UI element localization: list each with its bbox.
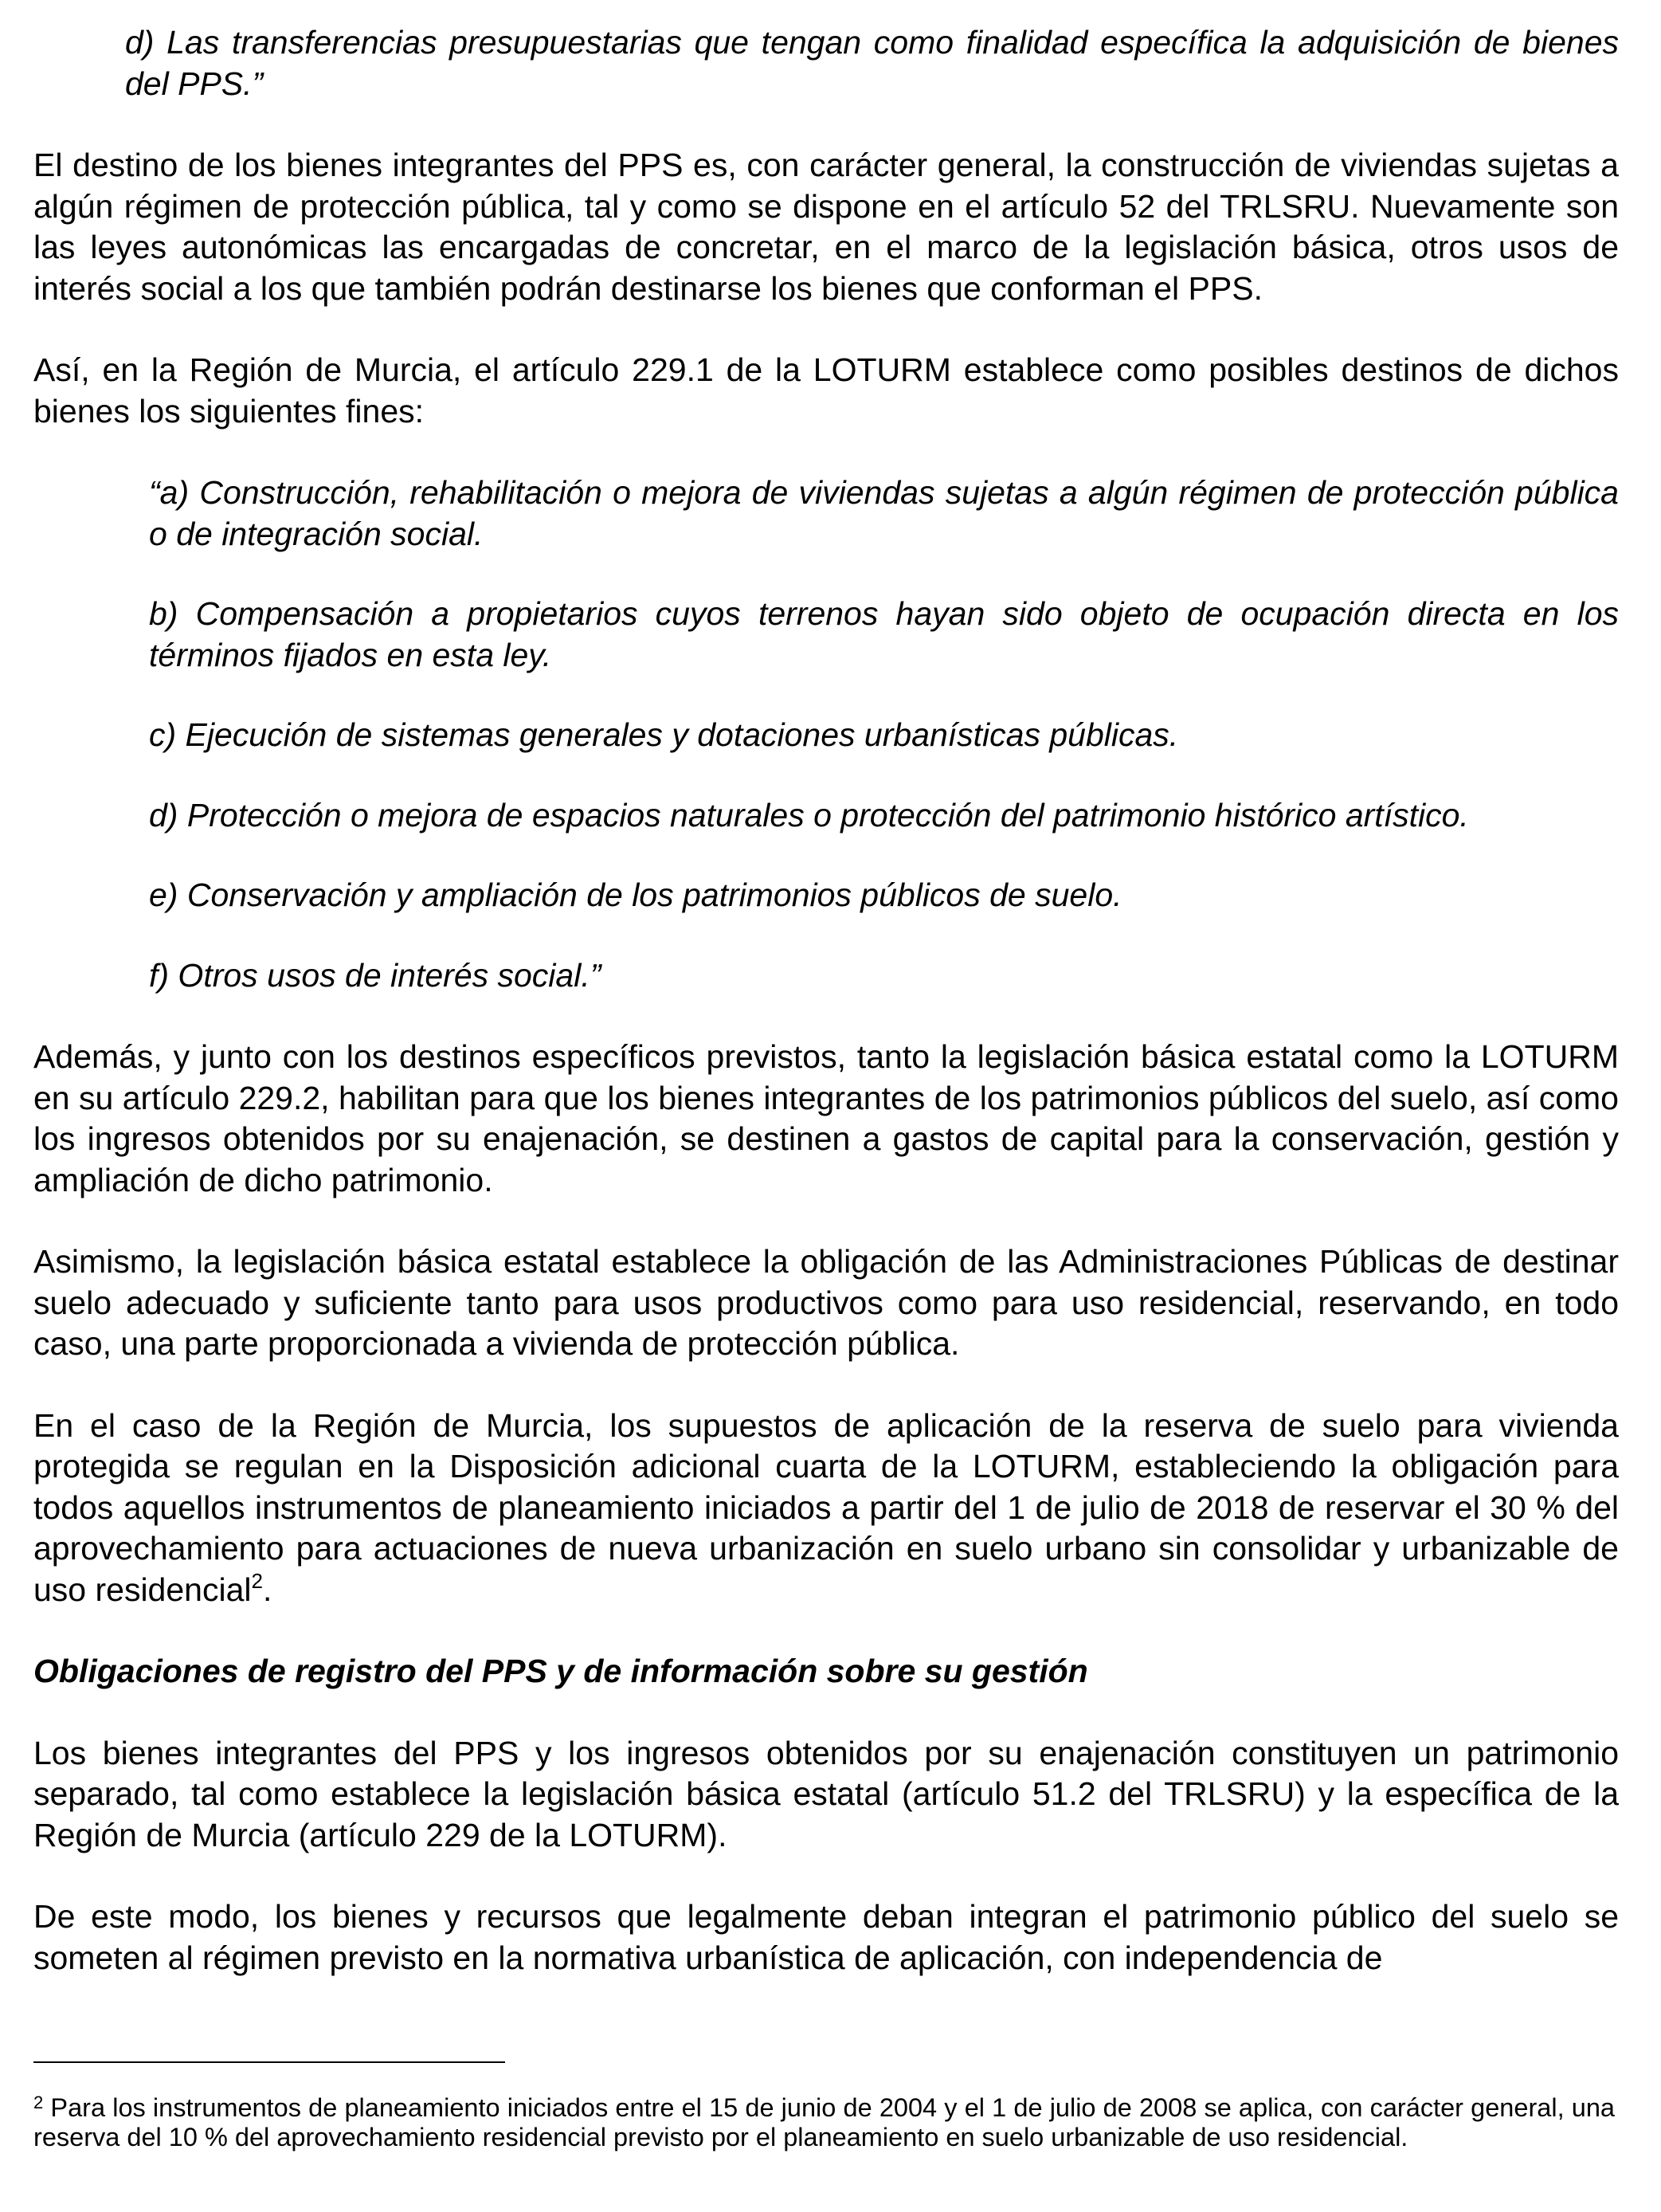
paragraph-de-este-modo: De este modo, los bienes y recursos que legalmente deban integran el patrimonio público del suelo se someten al régimen previsto en la normativa urbanística de aplicación, con independencia de xyxy=(33,1898,1619,1976)
footnote xyxy=(33,2093,1615,2152)
footnote-reference[interactable]: 2 xyxy=(251,1568,263,1593)
paragraph-reserva-end: . xyxy=(262,1571,272,1608)
quote-item-d-transfers: d) Las transferencias presupuestarias que tengan como finalidad específica la adquisición de bienes del PPS.” xyxy=(125,24,1619,102)
list-item: d) Protección o mejora de espacios naturales o protección del patrimonio histórico artístico. xyxy=(149,796,1469,833)
list-item: “a) Construcción, rehabilitación o mejora de viviendas sujetas a algún régimen de protección pública o de integración social. xyxy=(149,474,1619,552)
document-body xyxy=(33,22,1619,1979)
paragraph-reserva-suelo xyxy=(33,1406,1619,1611)
footnote-separator xyxy=(33,2061,505,2063)
paragraph-destino-bienes: El destino de los bienes integrantes del PPS es, con carácter general, la construcción de viviendas sujetas a algún régimen de protección pública, tal y como se dispone en el artículo 52 del TRLSRU. Nuevamente son las leyes autonómicas las encargadas de concretar, en el marco de la legislación básica, otros usos de interés social a los que también podrán destinarse los bienes que conforman el PPS. xyxy=(33,147,1619,307)
paragraph-patrimonio-separado: Los bienes integrantes del PPS y los ingresos obtenidos por su enajenación constituyen un patrimonio separado, tal como establece la legislación básica estatal (artículo 51.2 del TRLSRU) y la específica de la Región de Murcia (artículo 229 de la LOTURM). xyxy=(33,1734,1619,1853)
list-item: b) Compensación a propietarios cuyos terrenos hayan sido objeto de ocupación directa en los términos fijados en esta ley. xyxy=(149,595,1619,673)
footnote-number: 2 xyxy=(33,2092,44,2112)
list-item: e) Conservación y ampliación de los patrimonios públicos de suelo. xyxy=(149,877,1122,913)
list-item: f) Otros usos de interés social.” xyxy=(149,956,601,994)
paragraph-ademas: Además, y junto con los destinos específicos previstos, tanto la legislación básica estatal como la LOTURM en su artículo 229.2, habilitan para que los bienes integrantes de los patrimonios públicos del suelo, así como los ingresos obtenidos por su enajenación, se destinen a gastos de capital para la conservación, gestión y ampliación de dicho patrimonio. xyxy=(33,1038,1619,1198)
footnote-text: Para los instrumentos de planeamiento iniciados entre el 15 de junio de 2004 y el 1 de julio de 2008 se aplica, con carácter general, una reserva del 10 % del aprovechamiento residencial previsto por el planeamiento en suelo urbanizable de uso residencial. xyxy=(33,2093,1615,2151)
list-item: c) Ejecución de sistemas generales y dotaciones urbanísticas públicas. xyxy=(149,716,1179,753)
quoted-list-destinos xyxy=(33,473,1619,996)
paragraph-reserva-text: En el caso de la Región de Murcia, los supuestos de aplicación de la reserva de suelo para vivienda protegida se regulan en la Disposición adicional cuarta de la LOTURM, estableciendo la obligación para todos aquellos instrumentos de planeamiento iniciados a partir del 1 de julio de 2018 de reservar el 30 % del aprovechamiento para actuaciones de nueva urbanización en suelo urbano sin consolidar y urbanizable de uso residencial xyxy=(33,1406,1619,1608)
paragraph-region-murcia: Así, en la Región de Murcia, el artículo 229.1 de la LOTURM establece como posibles destinos de dichos bienes los siguientes fines: xyxy=(33,351,1619,429)
paragraph-asimismo: Asimismo, la legislación básica estatal establece la obligación de las Administraciones Públicas de destinar suelo adecuado y suficiente tanto para usos productivos como para uso residencial, reservando, en todo caso, una parte proporcionada a vivienda de protección pública. xyxy=(33,1243,1619,1362)
section-heading: Obligaciones de registro del PPS y de información sobre su gestión xyxy=(33,1653,1088,1689)
